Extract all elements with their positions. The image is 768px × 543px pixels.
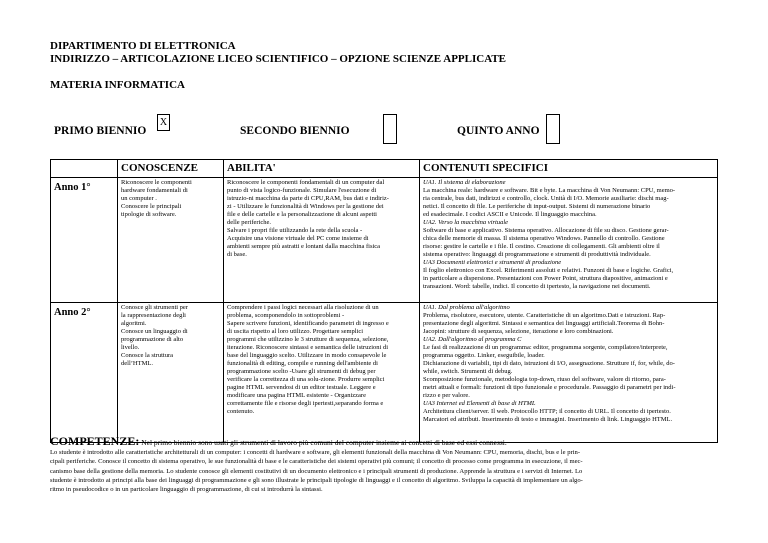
text-line: iterazione. Riconoscere sintassi e semantica delle istruzioni di xyxy=(227,344,389,351)
year-label: Anno 2° xyxy=(51,303,118,443)
competenze-body xyxy=(50,448,717,494)
text-line: programmazione scelto -Usare gli strumenti di debug per xyxy=(227,368,376,375)
text-line: UA2. Dall'algoritmo al programma C xyxy=(423,336,522,343)
column-header: CONTENUTI SPECIFICI xyxy=(420,160,718,178)
text-line: ria centrale, bus dati, indirizzi e controllo, clock. Unità di I/O. Memorie ausiliarie: dischi mag- xyxy=(423,195,669,202)
text-line: hardware fondamentali di xyxy=(121,187,188,194)
competenze-subtitle: Nel primo biennio sono usati gli strumenti di lavoro più comuni del computer insieme ai concetti di base ed essi connessi. xyxy=(139,438,507,447)
primo-biennio-label: PRIMO BIENNIO xyxy=(54,125,147,137)
text-line: programmi che utilizzino le 3 strutture di sequenza, selezione, xyxy=(227,336,389,343)
text-line: rizzo e per valore. xyxy=(423,392,470,399)
text-line: chica delle memorie di massa. Il sistema operativo Windows. Pannello di controllo. Gestione xyxy=(423,235,665,242)
text-line: ritmo in pseudocodice o in un particolare linguaggio di programmazione, di cui si introdurrà la sintassi. xyxy=(50,486,323,494)
contenuti-cell xyxy=(420,303,718,443)
text-line: base del linguaggio scelto. Utilizzare in modo consapevole le xyxy=(227,352,387,359)
text-line: Conosce gli strumenti per xyxy=(121,304,188,311)
table-row xyxy=(51,303,718,443)
text-line: Marcatori ed attributi. Inserimento di testo e immagini. Inserimento di link. Linguaggio HTML. xyxy=(423,416,673,423)
text-line: ed esadecimale. I codici ASCII e Unicode. Il linguaggio macchina. xyxy=(423,211,597,218)
text-line: transazioni. Word: tabelle, indici. Il concetto di ipertesto, la navigazione nei documenti. xyxy=(423,283,651,290)
text-line: algoritmi. xyxy=(121,320,147,327)
text-line: di uscita rispetto al loro utilizzo. Progettare semplici xyxy=(227,328,364,335)
text-line: la rappresentazione degli xyxy=(121,312,186,319)
text-line: Jacopini: strutture di sequenza, selezione, iterazione e loro combinazioni. xyxy=(423,328,614,335)
text-line: modificare una pagina HTML esistente - Organizzare xyxy=(227,392,366,399)
text-line: pagine HTML servendosi di un editor testuale. Leggere e xyxy=(227,384,376,391)
competenze-title: COMPETENZE: xyxy=(50,434,140,448)
text-line: UA3 Documenti elettronici e strumenti di produzione xyxy=(423,259,562,266)
text-line: Riconoscere le componenti xyxy=(121,179,192,186)
text-line: istruzio-ni macchina da parte di CPU,RAM, bus dati e indiriz- xyxy=(227,195,389,202)
text-line: Conosce un linguaggio di xyxy=(121,328,188,335)
text-line: verificare la correttezza di una solu-zione. Produrre semplici xyxy=(227,376,385,383)
text-line: funzionalità di editing, compile e running dell'ambiente di xyxy=(227,360,378,367)
primo-biennio-checkbox[interactable]: X xyxy=(157,114,170,131)
text-line: canismo base della gestione della memoria. Lo studente conosce gli elementi costitutivi di un documento elettronico e i principali strumenti di produzione. Apprende la struttura e i servizi di Internet. Lo xyxy=(50,467,583,475)
text-line: Il foglio elettronico con Excel. Riferimenti assoluti e relativi. Funzoni di base e logiche. Grafici, xyxy=(423,267,674,274)
secondo-biennio-checkbox[interactable] xyxy=(383,114,397,144)
column-header: CONOSCENZE xyxy=(118,160,224,178)
text-line: un computer . xyxy=(121,195,157,202)
text-line: file e delle cartelle e la personalizzazione di alcuni aspetti xyxy=(227,211,377,218)
text-line: Architettura client/server. Il web. Protocollo HTTP; il concetto di URL. Il concetto di ipertesto. xyxy=(423,408,671,415)
text-line: Software di base e applicativo. Sistema operativo. Allocazione di file su disco. Gestione gerar- xyxy=(423,227,669,234)
secondo-biennio-label: SECONDO BIENNIO xyxy=(240,125,350,137)
text-line: Salvare i propri file utilizzando la rete della scuola - xyxy=(227,227,363,234)
text-line: livello. xyxy=(121,344,140,351)
competenze-section xyxy=(50,434,717,494)
column-header: ABILITA' xyxy=(224,160,420,178)
text-line: metri attuali e formali: funzioni di tipo funzionale e procedurale. Passaggio di parametri per indi- xyxy=(423,384,676,391)
table-row xyxy=(51,178,718,303)
text-line: UA3 Internet ed Elementi di base di HTML xyxy=(423,400,536,407)
year-label: Anno 1° xyxy=(51,178,118,303)
text-line: studente è introdotto ai principi alla base dei linguaggi di programmazione e gli sono illustrate le principali tipologie di linguaggi e il concetto di algoritmo. Sviluppa la capacità di implementare un algo- xyxy=(50,476,583,484)
text-line: tipologie di software. xyxy=(121,211,177,218)
text-line: cipali periferiche. Conosce il concetto di sistema operativo, le sue funzionalità di base e le caratteristiche dei sistemi operativi più comuni; il concetto di processo come programma in esecuzione, il mec- xyxy=(50,458,583,466)
text-line: di base. xyxy=(227,251,247,258)
department-title: DIPARTIMENTO DI ELETTRONICA xyxy=(50,40,236,52)
text-line: while, switch. Strumenti di debug. xyxy=(423,368,513,375)
text-line: ambienti sempre più astratti e lontani dalla macchina fisica xyxy=(227,243,381,250)
text-line: Acquisire una visione virtuale del PC come insieme di xyxy=(227,235,369,242)
text-line: Comprendere i passi logici necessari alla risoluzione di un xyxy=(227,304,379,311)
text-line: problema, scomponendolo in sottoproblemi - xyxy=(227,312,345,319)
text-line: risorse: gestire le cartelle e i file. Il cestino. Creazione di collegamenti. Gli ambienti oltre il xyxy=(423,243,660,250)
text-line: Dichiarazione di variabili, tipi di dato, istruzioni di I/O, assegnazione. Strutture if, for, while, do- xyxy=(423,360,675,367)
text-line: punto di vista logico-funzionale. Simulare l'esecuzione di xyxy=(227,187,377,194)
text-line: programma oggetto. Linker, eseguibile, loader. xyxy=(423,352,545,359)
abilita-cell xyxy=(224,303,420,443)
text-line: UA1. Il sistema di elaborazione xyxy=(423,179,506,186)
text-line: Conoscere le principali xyxy=(121,203,182,210)
text-line: delle periferiche. xyxy=(227,219,272,226)
text-line: Riconoscere le componenti fondamentali di un computer dal xyxy=(227,179,385,186)
contenuti-cell xyxy=(420,178,718,303)
text-line: Sapere scrivere funzioni, identificando parametri di ingresso e xyxy=(227,320,389,327)
text-line: Le fasi di realizzazione di un programma: editor, programma sorgente, compilatore/interprete, xyxy=(423,344,668,351)
text-line: La macchina reale: hardware e software. Bit e byte. La macchina di Von Neumann: CPU, memo- xyxy=(423,187,676,194)
text-line: UA2. Verso la macchina virtuale xyxy=(423,219,509,226)
quinto-anno-checkbox[interactable] xyxy=(546,114,560,144)
quinto-anno-label: QUINTO ANNO xyxy=(457,125,540,137)
text-line: contenuto. xyxy=(227,408,255,415)
subject-title: MATERIA INFORMATICA xyxy=(50,79,185,91)
conoscenze-cell xyxy=(118,178,224,303)
empty-header-cell xyxy=(51,160,118,178)
text-line: zi - Utilizzare le funzionalità di Windows per la gestione dei xyxy=(227,203,384,210)
text-line: presentazione degli algoritmi. Sintassi e semantica dei linguaggi artificiali.Teorema di Bohn- xyxy=(423,320,665,327)
text-line: correttamente file e risorse degli ipertesti,separando forma e xyxy=(227,400,384,407)
text-line: UA1. Dal problema all'algoritmo xyxy=(423,304,510,311)
abilita-cell xyxy=(224,178,420,303)
text-line: in particolare a dispersione. Presentazioni con Power Point, struttura diapositive, animazioni e xyxy=(423,275,668,282)
text-line: Scomposizione funzionale, metodologia top-down, riuso del software, valore di ritorno, para- xyxy=(423,376,666,383)
text-line: Conosce la struttura xyxy=(121,352,173,359)
text-line: dell’HTML. xyxy=(121,360,153,367)
text-line: sistema operativo: linguaggi di programmazione e strumenti di produttività individuale. xyxy=(423,251,651,258)
address-title: INDIRIZZO – ARTICOLAZIONE LICEO SCIENTIFICO – OPZIONE SCIENZE APPLICATE xyxy=(50,53,507,65)
text-line: programmazione di alto xyxy=(121,336,184,343)
text-line: netici. Il concetto di file. Le periferiche di input-output. Sistemi di numerazione binario xyxy=(423,203,651,210)
text-line: Lo studente è introdotto alle caratteristiche architetturali di un computer: i concetti di hardware e software, gli elementi funzionali della macchina di Von Neumann: CPU, memoria, dischi, bus e le prin- xyxy=(50,449,581,457)
text-line: Problema, risolutore, esecutore, utente. Caratteristiche di un algoritmo.Dati e istruzioni. Rap- xyxy=(423,312,666,319)
curriculum-table xyxy=(50,159,718,443)
table-header-row xyxy=(51,160,718,178)
conoscenze-cell xyxy=(118,303,224,443)
